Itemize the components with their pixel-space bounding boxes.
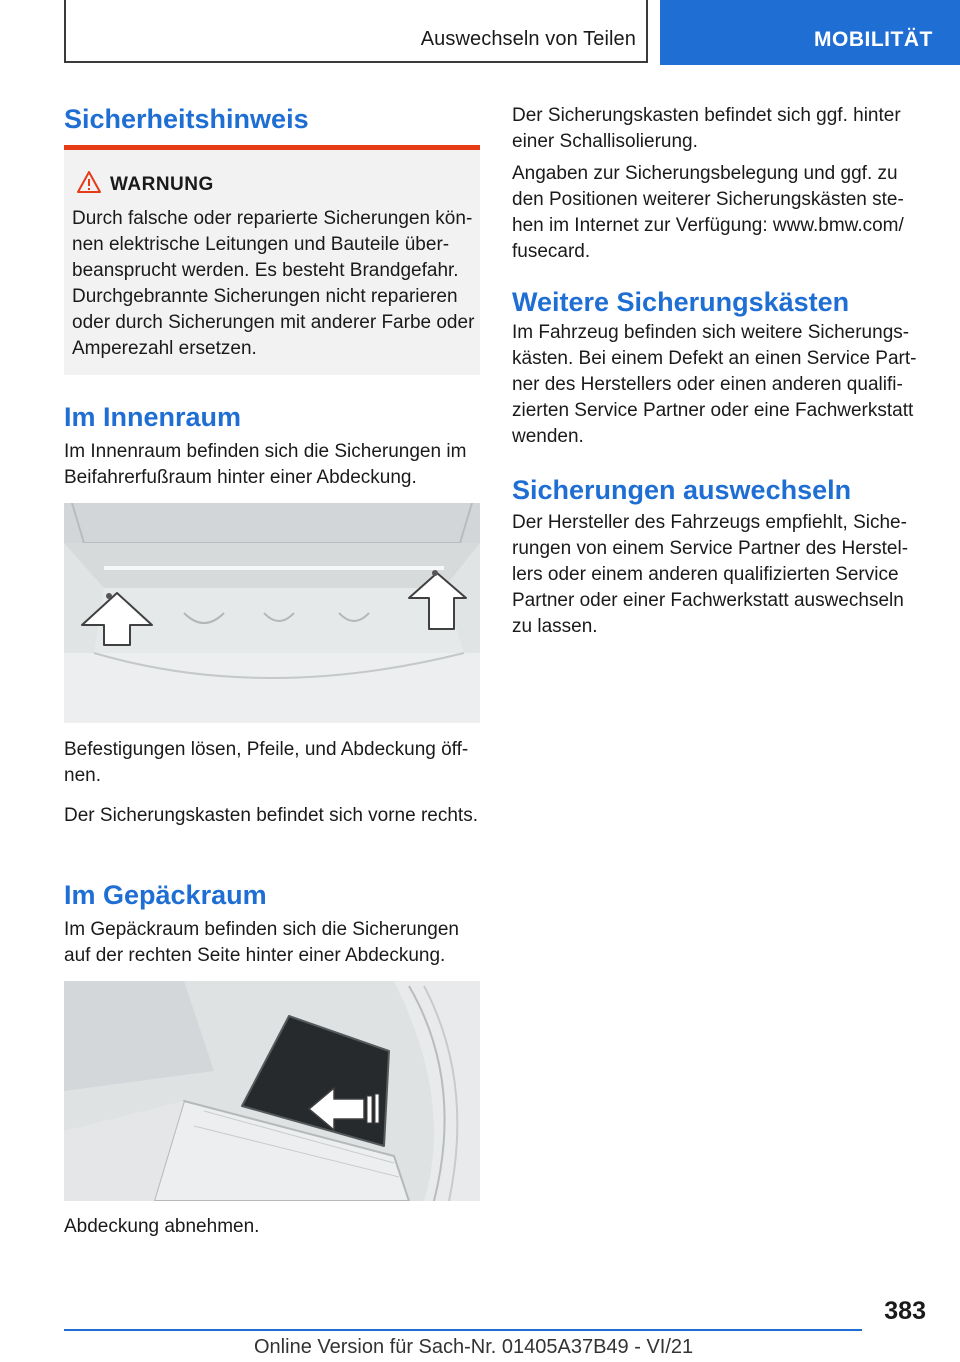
more-fuseboxes-text: Im Fahrzeug befinden sich weitere Sicherungs-kästen. Bei einem Defekt an einen Service Part-ner des Herstellers oder einen anderen qualifi-zierten Service Partner oder eine Fachwerkstatt wenden. xyxy=(512,322,917,447)
interior-illustration xyxy=(64,503,480,723)
header-chapter-title: MOBILITÄT xyxy=(814,28,933,51)
warning-label: WARNUNG xyxy=(110,174,214,195)
warning-text: Durch falsche oder reparierte Sicherungen kön-nen elektrische Leitungen und Bauteile über-beansprucht werden. Es besteht Brandgefahr. Durchgebrannte Sicherungen nicht reparieren oder durch Sicherungen mit anderer Farbe oder Amperezahl ersetzen. xyxy=(72,208,475,359)
interior-text: Im Innenraum befinden sich die Sicherungen im Beifahrerfußraum hinter einer Abdeckung. xyxy=(64,441,467,488)
replace-heading: Sicherungen auswechseln xyxy=(512,475,852,505)
more-fuseboxes-heading: Weitere Sicherungskästen xyxy=(512,287,850,317)
interior-caption: Befestigungen lösen, Pfeile, und Abdeckung öff-nen. xyxy=(64,739,469,786)
footer-rule xyxy=(64,1329,862,1331)
footer-note: Online Version für Sach-Nr. 01405A37B49 - VI/21 xyxy=(254,1336,694,1358)
interior-location: Der Sicherungskasten befindet sich vorne rechts. xyxy=(64,805,478,826)
trunk-heading: Im Gepäckraum xyxy=(64,880,267,910)
safety-heading: Sicherheitshinweis xyxy=(64,104,309,134)
interior-figure xyxy=(64,503,480,723)
header-section-title: Auswechseln von Teilen xyxy=(420,28,636,50)
replace-text: Der Hersteller des Fahrzeugs empfiehlt, Siche-rungen von einem Service Partner des Herstel-lers oder einem anderen qualifizierten Service Partner oder einer Fachwerkstatt auswechseln zu lassen. xyxy=(512,512,909,637)
info-text: Angaben zur Sicherungsbelegung und ggf. zu den Positionen weiterer Sicherungskästen ste-hen im Internet zur Verfügung: www.bmw.com/ fusecard. xyxy=(512,163,904,262)
interior-heading: Im Innenraum xyxy=(64,402,242,432)
trunk-figure xyxy=(64,981,480,1201)
trunk-text: Im Gepäckraum befinden sich die Sicherungen auf der rechten Seite hinter einer Abdeckung. xyxy=(64,919,460,966)
insulation-text: Der Sicherungskasten befindet sich ggf. hinter einer Schallisolierung. xyxy=(512,105,901,152)
trunk-caption: Abdeckung abnehmen. xyxy=(64,1216,260,1237)
warning-box xyxy=(64,150,480,375)
trunk-illustration xyxy=(64,981,480,1201)
warning-icon xyxy=(76,170,102,194)
page-number: 383 xyxy=(884,1297,926,1325)
